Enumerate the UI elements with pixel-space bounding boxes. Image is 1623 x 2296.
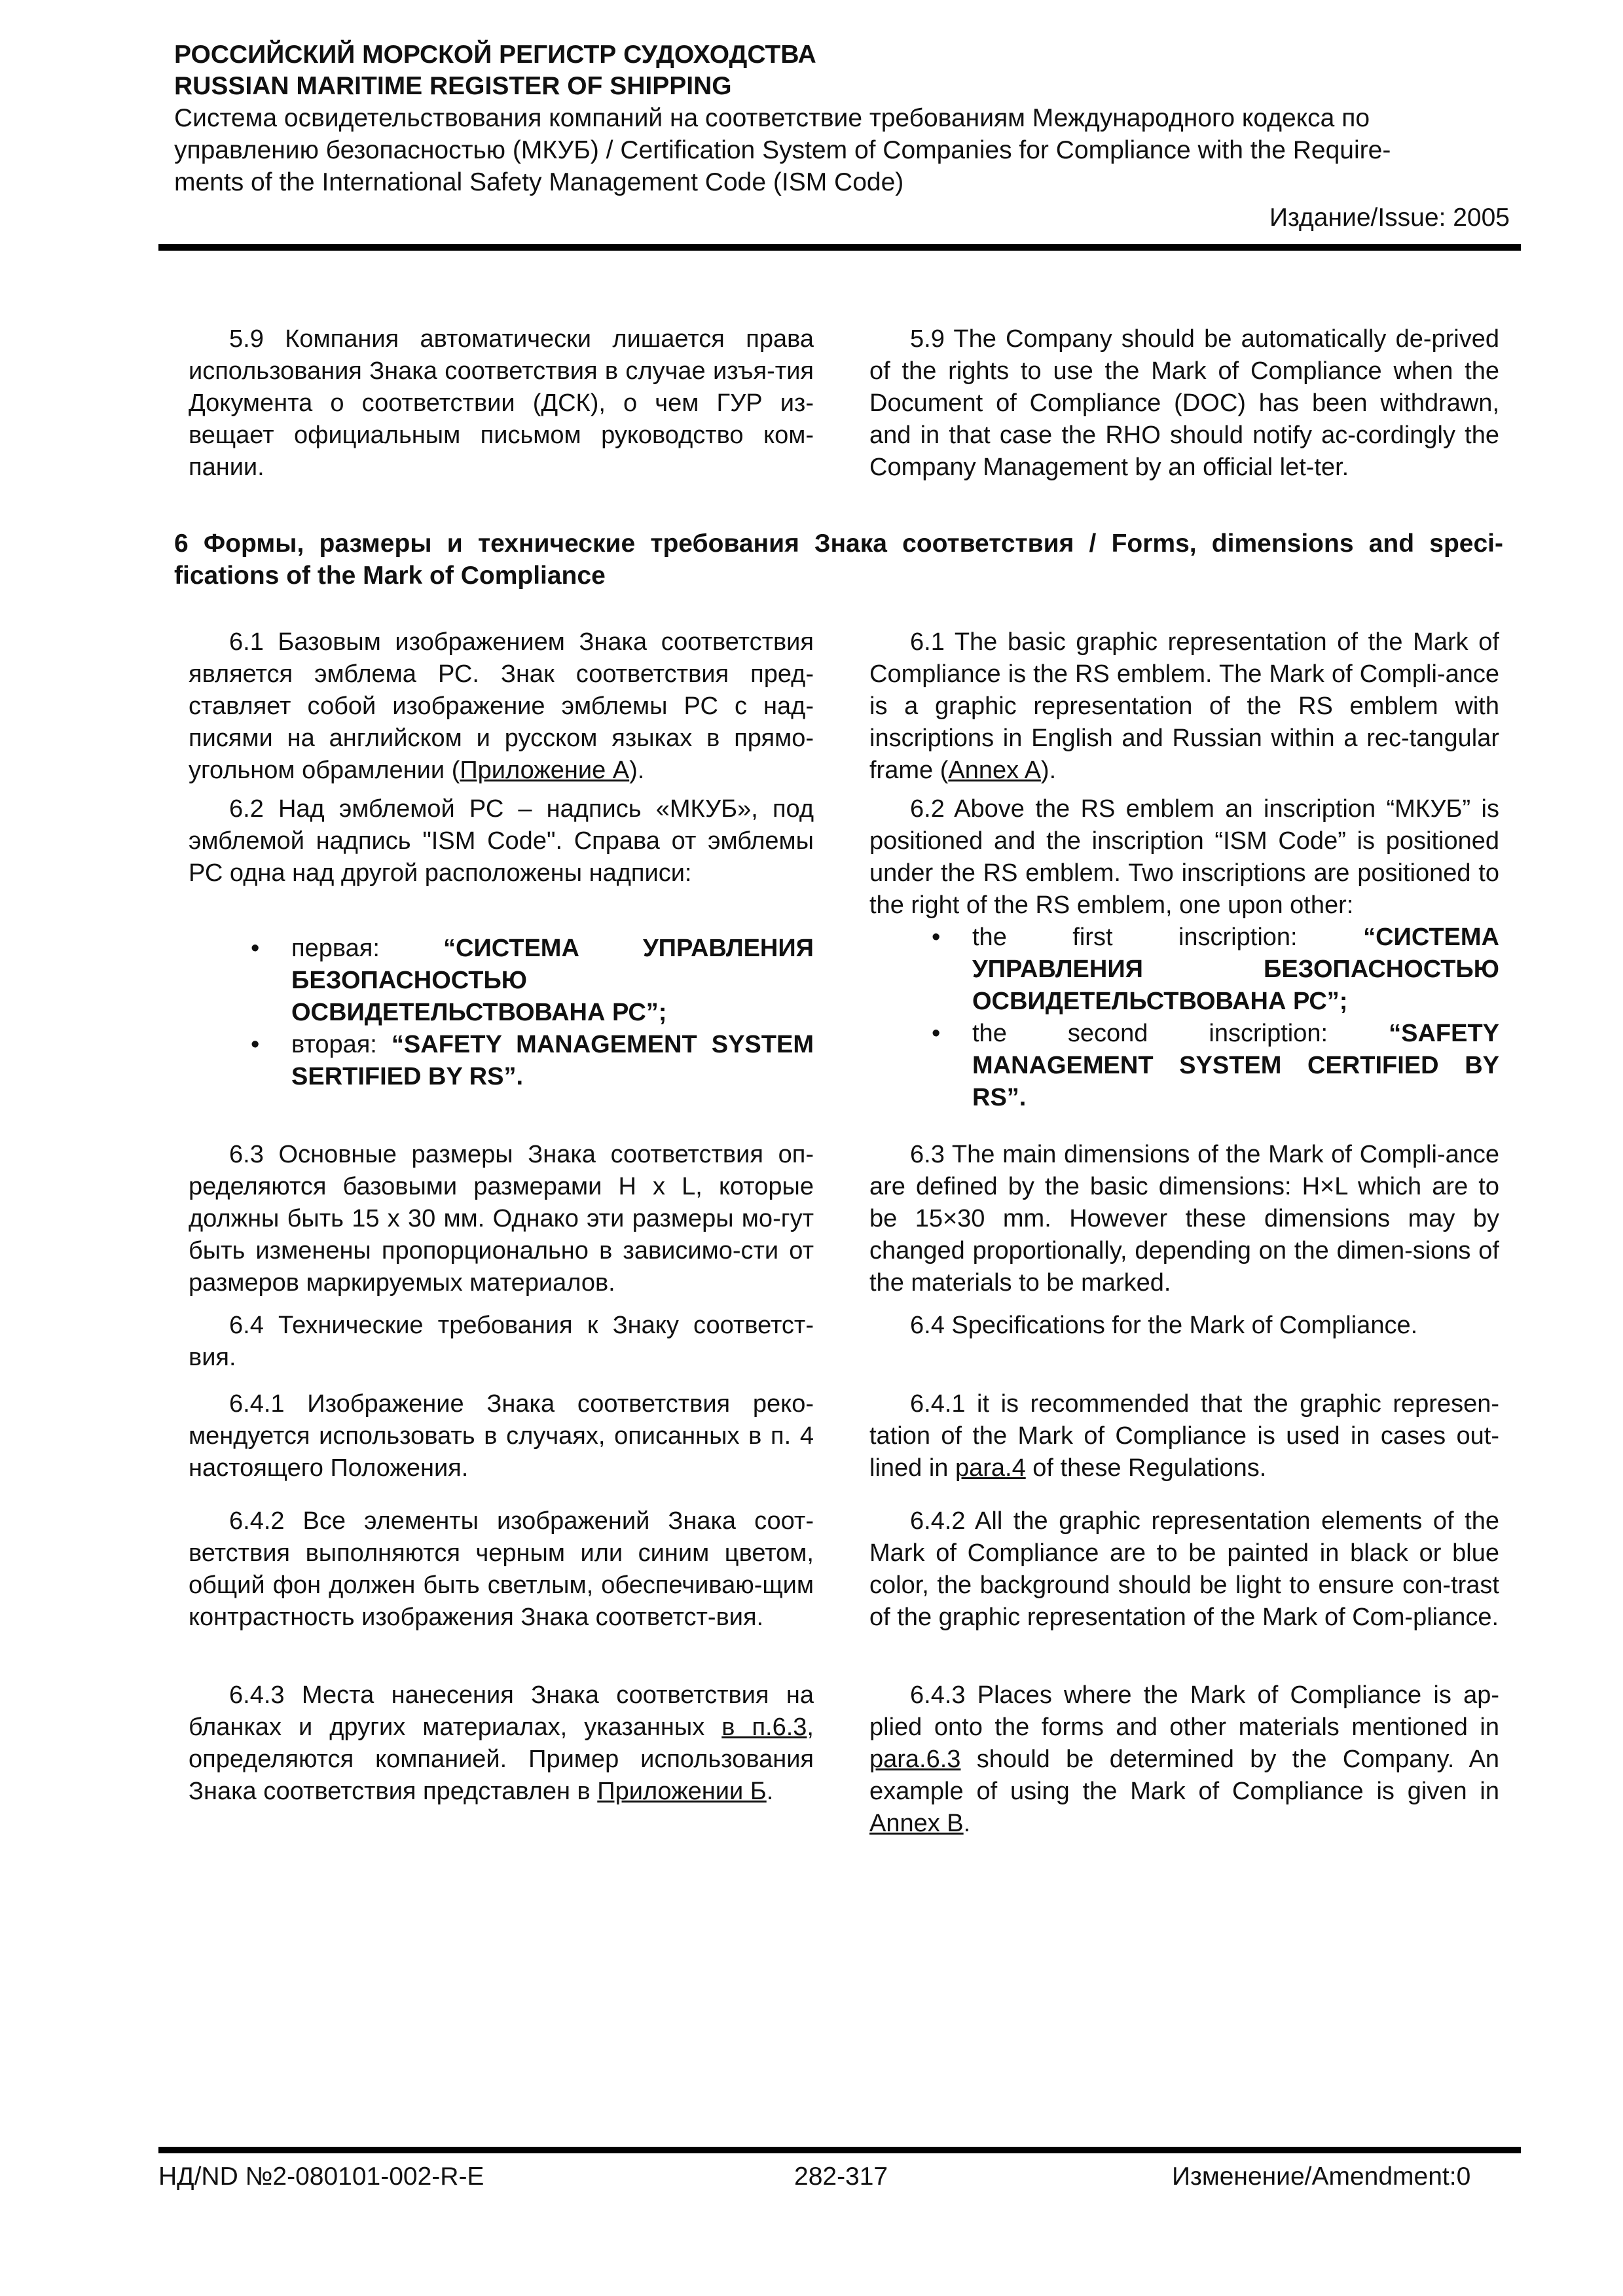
annex-a-link-en[interactable]: Annex A (948, 757, 1041, 784)
para-6-1-ru-body: 6.1 Базовым изображением Знака соответствия является эмблема РС. Знак соответствия пред-ставляет собой изображение эмблемы РС с над-писями на английском и русском языках в прямо-угольном обрамлении ( (189, 628, 814, 784)
para-6-4-2-ru-text: 6.4.2 Все элементы изображений Знака соот-ветствия выполняются черным или синим цветом, общий фон должен быть светлым, обеспечиваю-щим контрастность изображения Знака соответст-вия. (189, 1507, 814, 1631)
inscription-value: “СИСТЕМА УПРАВЛЕНИЯ БЕЗОПАСНОСТЬЮ ОСВИДЕТЕЛЬСТВОВАНА РС”; (291, 935, 814, 1026)
para-6-4-1-en (869, 1388, 1499, 1484)
list-item (251, 933, 814, 1029)
para-6-4-2-en-text: 6.4.2 All the graphic representation elements of the Mark of Compliance are to be painted in black or blue color, the background should be light to ensure con-trast of the graphic representation of the Mark of Com-pliance. (869, 1507, 1499, 1631)
list-item (932, 1018, 1499, 1114)
section-6-heading: 6 Формы, размеры и технические требования Знака соответствия / Forms, dimensions and speci-fications of the Mark of Compliance (174, 529, 1503, 590)
para-6-1-en (869, 626, 1499, 787)
para-6-1-ru (189, 626, 814, 787)
para-6-4-2-ru (189, 1505, 814, 1634)
para-6-4-3-en-text (869, 1679, 1499, 1840)
amendment-label: Изменение/Amendment:0 (1172, 2162, 1471, 2191)
bullet-icon: • (251, 935, 260, 962)
para-6-4-1-ru-text: 6.4.1 Изображение Знака соответствия реко-мендуется использовать в случаях, описанных в п. 4 настоящего Положения. (189, 1390, 814, 1482)
para-6-4-en-text: 6.4 Specifications for the Mark of Compliance. (910, 1312, 1418, 1339)
annex-b-link-ru[interactable]: Приложении Б (597, 1778, 767, 1805)
para-6-1-ru-end: ). (629, 757, 645, 784)
inscriptions-list-ru (251, 933, 814, 1093)
para-6-4-ru (189, 1310, 814, 1374)
inscription-value: “СИСТЕМА УПРАВЛЕНИЯ БЕЗОПАСНОСТЬЮ ОСВИДЕТЕЛЬСТВОВАНА РС”; (972, 924, 1499, 1015)
bullet-list-ru (251, 933, 814, 1093)
document-number: НД/ND №2-080101-002-R-E (158, 2162, 484, 2191)
bullet-icon: • (932, 924, 941, 951)
para-6-3-link-en[interactable]: para.6.3 (869, 1746, 961, 1773)
para-6-4-2-en (869, 1505, 1499, 1634)
para-6-4-3-en-mid: should be determined by the Company. An example of using the Mark of Compliance is given in (869, 1746, 1499, 1805)
para-6-4-1-en-body: 6.4.1 it is recommended that the graphic represen-tation of the Mark of Compliance is used in cases out-lined in (869, 1390, 1499, 1482)
register-title-en: RUSSIAN MARITIME REGISTER OF SHIPPING (174, 72, 732, 100)
para-6-3-ru (189, 1139, 814, 1299)
list-item (251, 1029, 814, 1093)
para-6-4-1-en-end: of these Regulations. (1025, 1454, 1267, 1482)
para-6-3-en (869, 1139, 1499, 1299)
para-6-4-en (869, 1310, 1499, 1342)
system-title-line1: Система освидетельствования компаний на соответствие требованиям Международного кодекса по (174, 104, 1370, 132)
footer-rule (158, 2147, 1521, 2153)
para-6-3-ru-text: 6.3 Основные размеры Знака соответствия оп-ределяются базовыми размерами H x L, которые должны быть 15 х 30 мм. Однако эти размеры мо-гут быть изменены пропорционально в зависимо-сти от размеров маркируемых материалов. (189, 1141, 814, 1297)
para-6-3-link-ru[interactable]: в п.6.3 (721, 1713, 807, 1741)
register-title-ru: РОССИЙСКИЙ МОРСКОЙ РЕГИСТР СУДОХОДСТВА (174, 41, 816, 69)
para-5-9-ru (189, 323, 814, 484)
para-5-9-ru-text: 5.9 Компания автоматически лишается права использования Знака соответствия в случае изъя-тия Документа о соответствии (ДСК), о чем ГУР из-вещает официальным письмом руководство ком-пании. (189, 325, 814, 481)
para-6-4-3-ru (189, 1679, 814, 1808)
para-6-4-3-ru-body: 6.4.3 Места нанесения Знака соответствия на бланках и других материалах, указанных (189, 1681, 814, 1741)
para-6-2-ru (189, 793, 814, 889)
para-6-2-en-text: 6.2 Above the RS emblem an inscription “МКУБ” is positioned and the inscription “ISM Code” is positioned under the RS emblem. Two inscriptions are positioned to the right of the RS emblem, one upon other: (869, 795, 1499, 919)
para-6-4-1-en-text (869, 1388, 1499, 1484)
para-6-3-en-text: 6.3 The main dimensions of the Mark of Compli-ance are defined by the basic dimensions: H×L which are to be 15×30 mm. However these dimensions may by changed proportionally, depending on the dimen-sions of the materials to be marked. (869, 1141, 1499, 1297)
header-rule (158, 244, 1521, 251)
para-6-4-3-en-end: . (963, 1810, 971, 1837)
para-6-4-3-en-body: 6.4.3 Places where the Mark of Compliance is ap-plied onto the forms and other materials mentioned in (869, 1681, 1499, 1741)
para-6-2-ru-text: 6.2 Над эмблемой РС – надпись «МКУБ», под эмблемой надпись "ISM Code". Справа от эмблемы РС одна над другой расположены надписи: (189, 795, 814, 887)
system-title-line2: управлению безопасностью (МКУБ) / Certification System of Companies for Compliance with the Require- (174, 136, 1391, 164)
bullet-label: первая: (291, 935, 443, 962)
bullet-label: вторая: (291, 1031, 392, 1058)
bullet-label: the first inscription: (972, 924, 1364, 951)
annex-b-link-en[interactable]: Annex B (869, 1810, 964, 1837)
para-4-link[interactable]: para.4 (955, 1454, 1026, 1482)
document-header (174, 39, 1510, 234)
inscription-value: “SAFETY MANAGEMENT SYSTEM SERTIFIED BY RS”. (291, 1031, 814, 1090)
para-5-9-en-text: 5.9 The Company should be automatically de-prived of the rights to use the Mark of Compliance when the Document of Compliance (DOC) has been withdrawn, and in that case the RHO should notify ac-cordingly the Company Management by an official let-ter. (869, 325, 1499, 481)
para-6-4-3-ru-mid: , определяются компанией. Пример использования Знака соответствия представлен в (189, 1713, 814, 1805)
para-6-1-en-text (869, 626, 1499, 787)
para-5-9-en (869, 323, 1499, 484)
para-6-4-3-en (869, 1679, 1499, 1840)
para-6-4-ru-text: 6.4 Технические требования к Знаку соответст-вия. (189, 1312, 814, 1371)
bullet-label: the second inscription: (972, 1020, 1389, 1047)
inscription-value: “SAFETY MANAGEMENT SYSTEM CERTIFIED BY RS”. (972, 1020, 1499, 1111)
para-6-1-ru-text (189, 626, 814, 787)
para-6-1-en-end: ). (1040, 757, 1057, 784)
list-item (932, 922, 1499, 1018)
system-title-line3: ments of the International Safety Management Code (ISM Code) (174, 168, 904, 196)
para-6-1-en-body: 6.1 The basic graphic representation of the Mark of Compliance is the RS emblem. The Mark of Compli-ance is a graphic representation of the RS emblem with inscriptions in English and Russian within a rec-tangular frame ( (869, 628, 1499, 784)
bullet-list-en (869, 922, 1499, 1114)
issue-label: Издание/Issue: 2005 (1269, 204, 1510, 232)
bullet-icon: • (932, 1020, 941, 1047)
para-6-4-3-ru-end: . (766, 1778, 774, 1805)
annex-a-link-ru[interactable]: Приложение А (460, 757, 630, 784)
para-6-2-en (869, 793, 1499, 1114)
para-6-4-3-ru-text (189, 1679, 814, 1808)
para-6-4-1-ru (189, 1388, 814, 1484)
bullet-icon: • (251, 1031, 260, 1058)
page-number: 282-317 (794, 2162, 888, 2191)
